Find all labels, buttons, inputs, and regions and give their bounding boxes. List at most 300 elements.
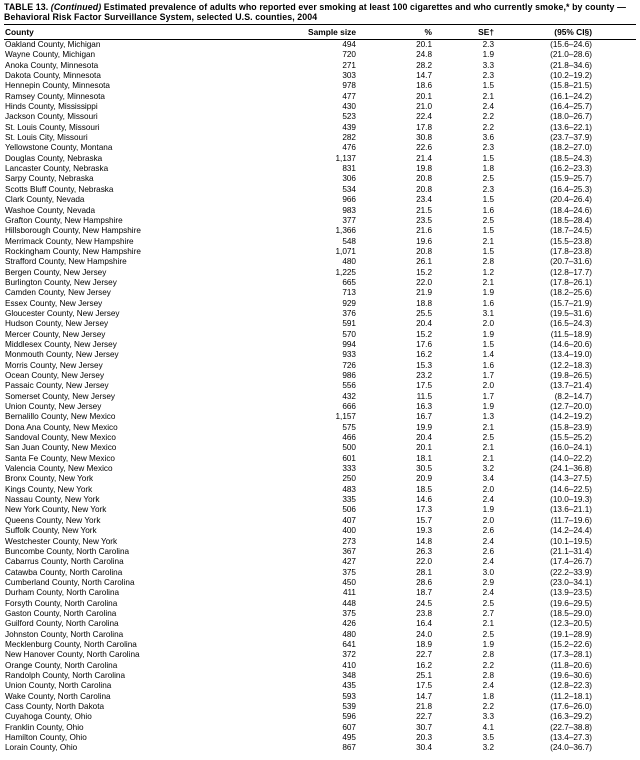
table-row	[4, 237, 636, 247]
cell-county: St. Louis County, Missouri	[5, 122, 100, 132]
table-row	[4, 661, 636, 671]
cell-ci: (24.1–36.8)	[550, 464, 592, 474]
table-row	[4, 319, 636, 329]
table-row	[4, 309, 636, 319]
cell-ci: (16.4–25.7)	[550, 102, 592, 112]
cell-percent: 17.5	[416, 681, 432, 691]
cell-county: Ramsey County, Minnesota	[5, 91, 105, 101]
cell-county: Passaic County, New Jersey	[5, 381, 109, 391]
cell-sample-size: 1,137	[335, 153, 356, 163]
cell-county: New Hanover County, North Carolina	[5, 650, 140, 660]
cell-ci: (13.6–22.1)	[550, 122, 592, 132]
cell-ci: (12.8–22.3)	[550, 681, 592, 691]
cell-sample-size: 400	[342, 526, 356, 536]
cell-se: 1.2	[482, 267, 494, 277]
cell-ci: (17.4–26.7)	[550, 557, 592, 567]
cell-county: Burlington County, New Jersey	[5, 277, 117, 287]
cell-county: Queens County, New York	[5, 515, 101, 525]
cell-ci: (19.8–26.5)	[550, 371, 592, 380]
cell-percent: 24.5	[416, 598, 432, 608]
cell-county: Bronx County, New York	[5, 474, 94, 484]
cell-county: Randolph County, North Carolina	[5, 670, 125, 680]
cell-sample-size: 641	[342, 639, 356, 649]
table-row	[4, 112, 636, 122]
cell-sample-size: 831	[342, 164, 356, 174]
cell-sample-size: 983	[342, 205, 356, 215]
cell-sample-size: 335	[342, 495, 356, 505]
cell-se: 2.3	[482, 40, 494, 49]
cell-sample-size: 430	[342, 102, 356, 112]
cell-sample-size: 432	[342, 391, 356, 401]
cell-se: 2.6	[482, 546, 494, 556]
cell-se: 1.7	[482, 371, 494, 380]
cell-se: 1.9	[482, 505, 494, 515]
cell-sample-size: 665	[342, 277, 356, 287]
table-row	[4, 257, 636, 267]
cell-ci: (21.1–31.4)	[550, 546, 592, 556]
table-row	[4, 216, 636, 226]
table-row	[4, 133, 636, 143]
table-row	[4, 712, 636, 722]
cell-sample-size: 994	[342, 339, 356, 349]
table-row	[4, 743, 636, 753]
cell-se: 1.5	[482, 226, 494, 236]
cell-ci: (14.3–27.5)	[550, 474, 592, 484]
cell-percent: 11.5	[416, 391, 432, 401]
cell-se: 2.4	[482, 536, 494, 546]
cell-se: 1.5	[482, 153, 494, 163]
cell-se: 3.3	[482, 60, 494, 70]
cell-percent: 23.4	[416, 195, 432, 205]
cell-ci: (15.8–23.9)	[550, 422, 592, 432]
cell-percent: 26.1	[416, 257, 432, 267]
cell-sample-size: 720	[342, 50, 356, 60]
cell-se: 3.2	[482, 464, 494, 474]
cell-ci: (11.8–20.6)	[550, 660, 592, 670]
cell-county: Ocean County, New Jersey	[5, 371, 105, 380]
cell-se: 2.5	[482, 598, 494, 608]
cell-percent: 20.8	[416, 184, 432, 194]
cell-percent: 28.6	[416, 577, 432, 587]
cell-percent: 21.4	[416, 153, 432, 163]
cell-county: Lancaster County, Nebraska	[5, 164, 109, 174]
cell-percent: 30.8	[416, 133, 432, 143]
cell-se: 2.0	[482, 319, 494, 329]
cell-ci: (18.7–24.5)	[550, 226, 592, 236]
cell-se: 1.9	[482, 50, 494, 60]
cell-ci: (16.0–24.1)	[550, 443, 592, 453]
cell-sample-size: 306	[342, 174, 356, 184]
cell-se: 2.3	[482, 71, 494, 81]
cell-percent: 22.6	[416, 143, 432, 153]
cell-ci: (8.2–14.7)	[554, 391, 592, 401]
cell-sample-size: 523	[342, 112, 356, 122]
cell-county: Cumberland County, North Carolina	[5, 577, 135, 587]
cell-percent: 15.2	[416, 267, 432, 277]
cell-sample-size: 929	[342, 298, 356, 308]
cell-percent: 19.8	[416, 164, 432, 174]
cell-ci: (13.4–19.0)	[550, 350, 592, 360]
table-title-continued: (Continued)	[50, 2, 102, 12]
cell-ci: (13.6–21.1)	[550, 505, 592, 515]
cell-county: Hinds County, Mississippi	[5, 102, 98, 112]
cell-percent: 19.3	[416, 526, 432, 536]
table-row	[4, 671, 636, 681]
cell-county: Strafford County, New Hampshire	[5, 257, 127, 267]
cell-se: 2.3	[482, 184, 494, 194]
cell-county: Mercer County, New Jersey	[5, 329, 106, 339]
cell-se: 3.0	[482, 567, 494, 577]
cell-sample-size: 282	[342, 133, 356, 143]
cell-county: Franklin County, Ohio	[5, 722, 84, 732]
cell-county: Cuyahoga County, Ohio	[5, 712, 92, 722]
table-row	[4, 609, 636, 619]
table-row	[4, 40, 636, 51]
cell-ci: (16.3–29.2)	[550, 712, 592, 722]
cell-ci: (19.6–30.6)	[550, 670, 592, 680]
cell-sample-size: 367	[342, 546, 356, 556]
cell-sample-size: 500	[342, 443, 356, 453]
table-row	[4, 568, 636, 578]
cell-se: 2.5	[482, 215, 494, 225]
table-row	[4, 505, 636, 515]
table-row	[4, 185, 636, 195]
cell-sample-size: 411	[342, 588, 356, 598]
cell-county: Wake County, North Carolina	[5, 691, 111, 701]
cell-percent: 20.4	[416, 433, 432, 443]
cell-se: 1.8	[482, 691, 494, 701]
table-row	[4, 50, 636, 60]
cell-ci: (12.7–20.0)	[550, 402, 592, 412]
cell-county: Morris County, New Jersey	[5, 360, 103, 370]
cell-percent: 30.5	[416, 464, 432, 474]
cell-sample-size: 1,225	[335, 267, 356, 277]
table-row	[4, 723, 636, 733]
table-header-row	[4, 25, 636, 40]
cell-sample-size: 271	[342, 60, 356, 70]
cell-percent: 18.9	[416, 639, 432, 649]
cell-county: Union County, North Carolina	[5, 681, 112, 691]
cell-se: 3.2	[482, 743, 494, 753]
cell-ci: (17.6–26.0)	[550, 702, 592, 711]
cell-percent: 17.5	[416, 381, 432, 391]
cell-ci: (20.4–26.4)	[550, 195, 592, 205]
cell-se: 2.8	[482, 257, 494, 267]
cell-sample-size: 410	[342, 660, 356, 670]
cell-percent: 22.7	[416, 712, 432, 722]
cell-percent: 22.7	[416, 650, 432, 660]
cell-sample-size: 548	[342, 236, 356, 246]
table-row	[4, 588, 636, 598]
cell-county: St. Louis City, Missouri	[5, 133, 88, 143]
cell-ci: (20.7–31.6)	[550, 257, 592, 267]
cell-percent: 15.2	[416, 329, 432, 339]
table-row	[4, 268, 636, 278]
cell-sample-size: 713	[342, 288, 356, 298]
cell-percent: 19.6	[416, 236, 432, 246]
table-row	[4, 92, 636, 102]
cell-county: Essex County, New Jersey	[5, 298, 103, 308]
cell-ci: (24.0–36.7)	[550, 743, 592, 753]
cell-sample-size: 250	[342, 474, 356, 484]
cell-county: Hamilton County, Ohio	[5, 733, 87, 743]
cell-percent: 19.9	[416, 422, 432, 432]
cell-county: Bernalillo County, New Mexico	[5, 412, 116, 422]
cell-se: 3.4	[482, 474, 494, 484]
cell-county: Somerset County, New Jersey	[5, 391, 115, 401]
table-row	[4, 226, 636, 236]
cell-percent: 21.6	[416, 226, 432, 236]
table-title-text: Estimated prevalence of adults who reported ever smoking at least 100 cigarettes and who currently smoke,* by county — Behavioral Risk Factor Surveillance System, selected U.S. counties, 2004	[4, 2, 626, 22]
cell-se: 3.3	[482, 712, 494, 722]
cell-se: 1.6	[482, 298, 494, 308]
cell-percent: 17.6	[416, 339, 432, 349]
cell-ci: (15.2–22.6)	[550, 639, 592, 649]
table-row	[4, 702, 636, 712]
table-row	[4, 547, 636, 557]
col-header-se: SE†	[436, 25, 498, 40]
table-row	[4, 195, 636, 205]
cell-se: 2.1	[482, 619, 494, 629]
cell-se: 2.0	[482, 484, 494, 494]
cell-se: 2.2	[482, 122, 494, 132]
cell-percent: 15.7	[416, 515, 432, 525]
cell-county: Lorain County, Ohio	[5, 743, 78, 753]
cell-county: Buncombe County, North Carolina	[5, 546, 130, 556]
cell-ci: (19.1–28.9)	[550, 629, 592, 639]
cell-ci: (15.8–21.5)	[550, 81, 592, 91]
cell-percent: 20.1	[416, 443, 432, 453]
cell-se: 1.5	[482, 81, 494, 91]
cell-sample-size: 375	[342, 608, 356, 618]
cell-sample-size: 596	[342, 712, 356, 722]
cell-county: Anoka County, Minnesota	[5, 60, 99, 70]
cell-sample-size: 575	[342, 422, 356, 432]
cell-ci: (17.8–26.1)	[550, 277, 592, 287]
cell-se: 3.5	[482, 733, 494, 743]
cell-sample-size: 376	[342, 308, 356, 318]
table-title	[4, 2, 636, 22]
cell-se: 2.2	[482, 702, 494, 711]
table-row	[4, 454, 636, 464]
cell-ci: (15.5–23.8)	[550, 236, 592, 246]
table-row	[4, 288, 636, 298]
cell-sample-size: 593	[342, 691, 356, 701]
table-row	[4, 81, 636, 91]
cell-sample-size: 480	[342, 257, 356, 267]
col-header-percent: %	[364, 25, 436, 40]
cell-county: Hillsborough County, New Hampshire	[5, 226, 141, 236]
cell-ci: (12.2–18.3)	[550, 360, 592, 370]
col-header-sample-size: Sample size	[304, 25, 364, 40]
cell-sample-size: 375	[342, 567, 356, 577]
cell-percent: 15.3	[416, 360, 432, 370]
table-row	[4, 630, 636, 640]
cell-se: 3.1	[482, 308, 494, 318]
cell-sample-size: 607	[342, 722, 356, 732]
cell-sample-size: 867	[342, 743, 356, 753]
cell-sample-size: 570	[342, 329, 356, 339]
cell-se: 1.4	[482, 350, 494, 360]
col-header-ci: (95% CI§)	[498, 25, 636, 40]
cell-percent: 16.3	[416, 402, 432, 412]
cell-sample-size: 333	[342, 464, 356, 474]
cell-sample-size: 466	[342, 433, 356, 443]
cell-percent: 30.4	[416, 743, 432, 753]
cell-ci: (17.8–23.8)	[550, 246, 592, 256]
cell-ci: (11.7–19.6)	[550, 515, 592, 525]
cell-sample-size: 407	[342, 515, 356, 525]
cell-percent: 18.6	[416, 81, 432, 91]
cell-sample-size: 933	[342, 350, 356, 360]
cell-ci: (23.7–37.9)	[550, 133, 592, 143]
table-row	[4, 174, 636, 184]
cell-percent: 16.2	[416, 350, 432, 360]
cell-ci: (14.6–22.5)	[550, 484, 592, 494]
cell-se: 2.5	[482, 174, 494, 184]
cell-ci: (15.6–24.6)	[550, 40, 592, 49]
table-row	[4, 299, 636, 309]
table-row	[4, 640, 636, 650]
table-row	[4, 485, 636, 495]
cell-county: Merrimack County, New Hampshire	[5, 236, 134, 246]
cell-county: Kings County, New York	[5, 484, 93, 494]
cell-sample-size: 1,071	[335, 246, 356, 256]
table-row	[4, 402, 636, 412]
cell-se: 1.5	[482, 339, 494, 349]
cell-ci: (13.4–27.3)	[550, 733, 592, 743]
cell-se: 2.1	[482, 277, 494, 287]
table-row	[4, 71, 636, 81]
cell-county: Catawba County, North Carolina	[5, 567, 123, 577]
table-row	[4, 102, 636, 112]
cell-county: Grafton County, New Hampshire	[5, 215, 123, 225]
cell-se: 1.6	[482, 360, 494, 370]
table-row	[4, 423, 636, 433]
cell-se: 2.2	[482, 112, 494, 122]
cell-ci: (15.5–25.2)	[550, 433, 592, 443]
cell-county: Cass County, North Dakota	[5, 702, 105, 711]
table-row	[4, 692, 636, 702]
cell-percent: 17.3	[416, 505, 432, 515]
cell-percent: 14.8	[416, 536, 432, 546]
cell-county: Hudson County, New Jersey	[5, 319, 109, 329]
cell-sample-size: 534	[342, 184, 356, 194]
cell-ci: (14.2–24.4)	[550, 526, 592, 536]
cell-county: Orange County, North Carolina	[5, 660, 118, 670]
cell-ci: (18.4–24.6)	[550, 205, 592, 215]
cell-se: 2.2	[482, 660, 494, 670]
cell-percent: 16.4	[416, 619, 432, 629]
cell-sample-size: 1,157	[335, 412, 356, 422]
table-row	[4, 278, 636, 288]
cell-ci: (19.5–31.6)	[550, 308, 592, 318]
cell-sample-size: 601	[342, 453, 356, 463]
cell-se: 2.4	[482, 102, 494, 112]
cell-sample-size: 666	[342, 402, 356, 412]
cell-county: Oakland County, Michigan	[5, 40, 101, 49]
cell-percent: 14.7	[416, 71, 432, 81]
table-row	[4, 247, 636, 257]
cell-percent: 20.1	[416, 40, 432, 49]
cell-percent: 28.1	[416, 567, 432, 577]
table-row	[4, 474, 636, 484]
cell-se: 2.8	[482, 650, 494, 660]
table-row	[4, 340, 636, 350]
table-row	[4, 206, 636, 216]
cell-county: Cabarrus County, North Carolina	[5, 557, 124, 567]
cell-se: 2.7	[482, 608, 494, 618]
cell-ci: (18.5–29.0)	[550, 608, 592, 618]
table-row	[4, 330, 636, 340]
cell-percent: 21.0	[416, 102, 432, 112]
cell-county: Dona Ana County, New Mexico	[5, 422, 118, 432]
table-row	[4, 733, 636, 743]
cell-county: Guilford County, North Carolina	[5, 619, 119, 629]
cell-percent: 23.5	[416, 215, 432, 225]
cell-county: Dakota County, Minnesota	[5, 71, 101, 81]
col-header-county: County	[4, 25, 304, 40]
table-body	[4, 40, 636, 754]
table-row	[4, 350, 636, 360]
cell-county: Scotts Bluff County, Nebraska	[5, 184, 114, 194]
cell-county: San Juan County, New Mexico	[5, 443, 117, 453]
cell-county: Johnston County, North Carolina	[5, 629, 124, 639]
table-row	[4, 619, 636, 629]
table-row	[4, 557, 636, 567]
cell-ci: (18.0–26.7)	[550, 112, 592, 122]
cell-sample-size: 377	[342, 215, 356, 225]
cell-se: 1.9	[482, 288, 494, 298]
cell-ci: (13.9–23.5)	[550, 588, 592, 598]
cell-percent: 22.4	[416, 112, 432, 122]
table-row	[4, 578, 636, 588]
cell-ci: (22.2–33.9)	[550, 567, 592, 577]
cell-percent: 25.5	[416, 308, 432, 318]
cell-sample-size: 439	[342, 122, 356, 132]
cell-percent: 26.3	[416, 546, 432, 556]
cell-percent: 28.2	[416, 60, 432, 70]
cell-se: 2.6	[482, 526, 494, 536]
cell-percent: 21.8	[416, 702, 432, 711]
cell-county: Valencia County, New Mexico	[5, 464, 113, 474]
cell-se: 1.3	[482, 412, 494, 422]
cell-sample-size: 506	[342, 505, 356, 515]
table-row	[4, 650, 636, 660]
cell-ci: (11.5–18.9)	[550, 329, 592, 339]
cell-se: 2.1	[482, 236, 494, 246]
cell-county: Santa Fe County, New Mexico	[5, 453, 115, 463]
cell-ci: (11.2–18.1)	[550, 691, 592, 701]
cell-percent: 20.3	[416, 733, 432, 743]
cell-sample-size: 480	[342, 629, 356, 639]
cell-sample-size: 450	[342, 577, 356, 587]
cell-percent: 24.8	[416, 50, 432, 60]
cell-county: Jackson County, Missouri	[5, 112, 98, 122]
cell-county: Douglas County, Nebraska	[5, 153, 103, 163]
cell-ci: (19.6–29.5)	[550, 598, 592, 608]
cell-ci: (18.5–24.3)	[550, 153, 592, 163]
table-row	[4, 516, 636, 526]
cell-sample-size: 427	[342, 557, 356, 567]
cell-se: 3.6	[482, 133, 494, 143]
cell-se: 2.8	[482, 670, 494, 680]
cell-sample-size: 426	[342, 619, 356, 629]
cell-percent: 23.2	[416, 371, 432, 380]
cell-county: Camden County, New Jersey	[5, 288, 111, 298]
cell-se: 2.4	[482, 588, 494, 598]
cell-county: Hennepin County, Minnesota	[5, 81, 110, 91]
